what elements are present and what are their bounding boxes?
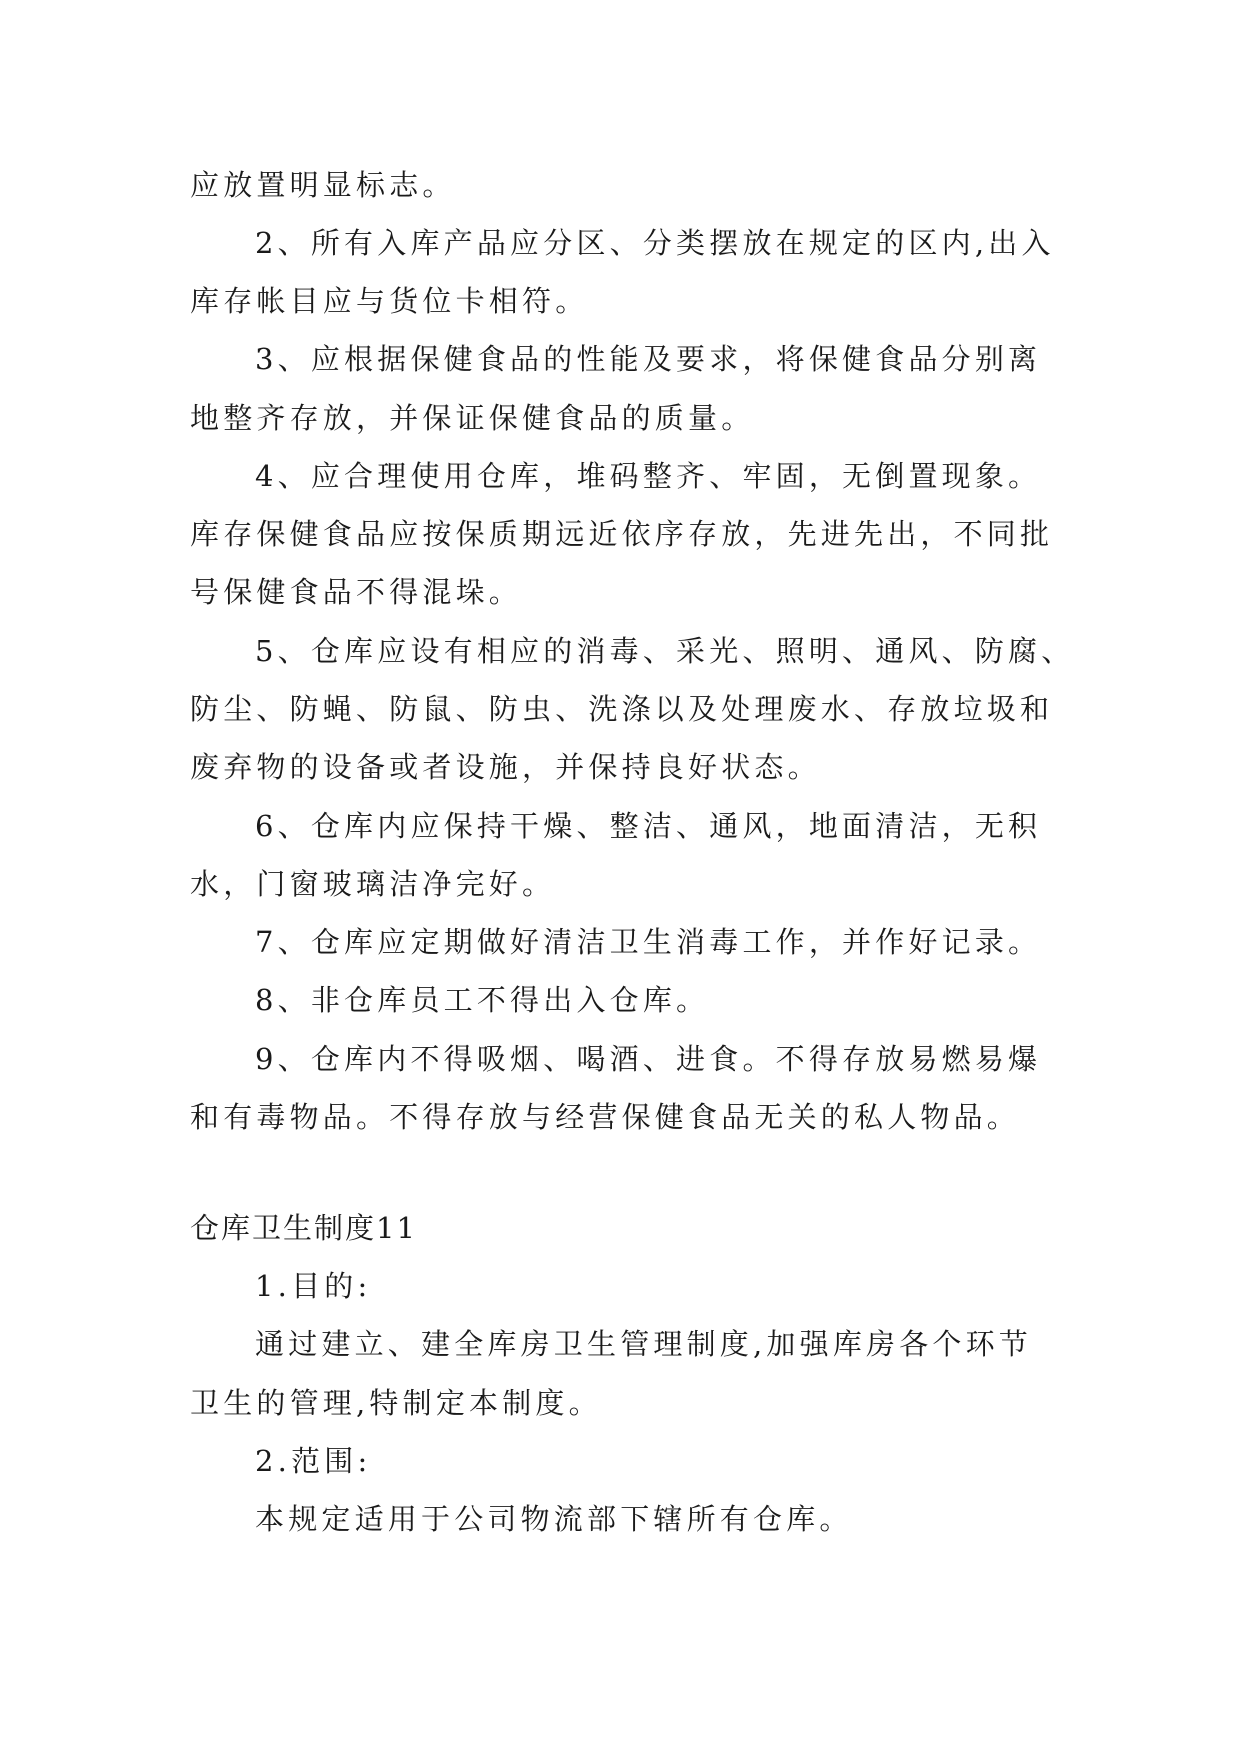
text-line: 库存帐目应与货位卡相符。 [190,284,589,318]
text-line: 9、仓库内不得吸烟、喝酒、进食。不得存放易燃易爆 [255,1042,1042,1076]
text-line: 水，门窗玻璃洁净完好。 [190,867,556,901]
text-line: 8、非仓库员工不得出入仓库。 [255,983,710,1017]
text-line: 6、仓库内应保持干燥、整洁、通风，地面清洁，无积 [255,809,1042,843]
text-line: 号保健食品不得混垛。 [190,575,523,609]
text-line: 本规定适用于公司物流部下辖所有仓库。 [255,1502,853,1536]
text-line: 和有毒物品。不得存放与经营保健食品无关的私人物品。 [190,1100,1021,1134]
text-line: 应放置明显标志。 [190,168,456,202]
text-line: 地整齐存放，并保证保健食品的质量。 [190,401,755,435]
text-line: 防尘、防蝇、防鼠、防虫、洗涤以及处理废水、存放垃圾和 [190,692,1054,726]
text-line: 5、仓库应设有相应的消毒、采光、照明、通风、防腐、 [255,634,1075,668]
text-line: 3、应根据保健食品的性能及要求，将保健食品分别离 [255,342,1042,376]
text-line: 1.目的: [255,1269,372,1303]
text-line: 库存保健食品应按保质期远近依序存放，先进先出，不同批 [190,517,1054,551]
text-line: 废弃物的设备或者设施，并保持良好状态。 [190,750,821,784]
text-line: 2、所有入库产品应分区、分类摆放在规定的区内,出入 [255,226,1055,260]
text-line: 通过建立、建全库房卫生管理制度,加强库房各个环节 [255,1327,1033,1361]
text-line: 卫生的管理,特制定本制度。 [190,1386,602,1420]
section-title: 仓库卫生制度11 [190,1211,417,1245]
text-line: 2.范围: [255,1444,372,1478]
text-line: 4、应合理使用仓库，堆码整齐、牢固，无倒置现象。 [255,459,1042,493]
text-line: 7、仓库应定期做好清洁卫生消毒工作，并作好记录。 [255,925,1042,959]
